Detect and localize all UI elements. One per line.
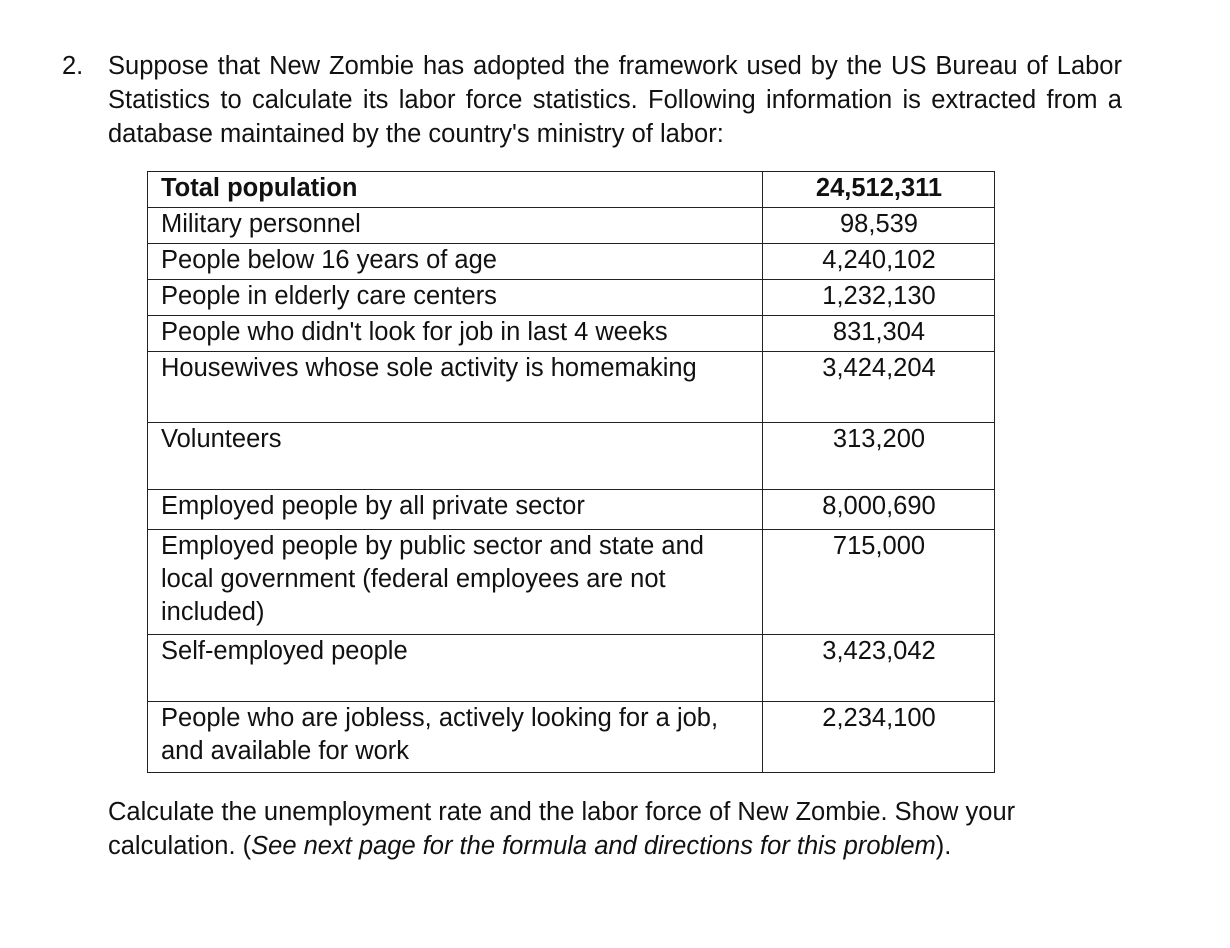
row-label: Volunteers: [148, 423, 763, 490]
table-row: [148, 208, 995, 244]
table-row: [148, 280, 995, 316]
table-row: [148, 244, 995, 280]
row-value: 98,539: [763, 208, 995, 244]
row-label: People below 16 years of age: [148, 244, 763, 280]
instructions-end: ).: [935, 832, 952, 860]
row-value: 313,200: [763, 423, 995, 490]
row-value: 715,000: [763, 530, 995, 635]
row-label: Total population: [148, 172, 763, 208]
instructions-note: See next page for the formula and directions for this problem: [251, 832, 936, 860]
instructions-paragraph: [108, 795, 1118, 863]
row-label: Employed people by public sector and state and local government (federal employees are not included): [148, 530, 763, 635]
table-row: [148, 352, 995, 423]
row-value: 4,240,102: [763, 244, 995, 280]
row-label: Housewives whose sole activity is homemaking: [148, 352, 763, 423]
row-label: Self-employed people: [148, 635, 763, 702]
row-value: 1,232,130: [763, 280, 995, 316]
instructions-text: Calculate the unemployment rate and the labor force of New Zombie. Show your calculation. (: [108, 798, 1016, 860]
question-number: 2.: [62, 52, 84, 80]
row-value: 3,423,042: [763, 635, 995, 702]
row-label: Military personnel: [148, 208, 763, 244]
row-label: People who didn't look for job in last 4 weeks: [148, 316, 763, 352]
table-row: [148, 172, 995, 208]
row-label: People in elderly care centers: [148, 280, 763, 316]
table-row: [148, 490, 995, 530]
row-value: 831,304: [763, 316, 995, 352]
row-value: 24,512,311: [763, 172, 995, 208]
row-value: 3,424,204: [763, 352, 995, 423]
row-value: 2,234,100: [763, 702, 995, 773]
row-label: People who are jobless, actively looking for a job, and available for work: [148, 702, 763, 773]
table-row: [148, 702, 995, 773]
table-row: [148, 635, 995, 702]
row-label: Employed people by all private sector: [148, 490, 763, 530]
table-row: [148, 423, 995, 490]
row-value: 8,000,690: [763, 490, 995, 530]
question-text: Suppose that New Zombie has adopted the framework used by the US Bureau of Labor Statistics to calculate its labor force statistics. Following information is extracted from a database maintained by the country's ministry of labor:: [108, 52, 1122, 148]
labor-statistics-table: [147, 171, 995, 773]
table-row: [148, 530, 995, 635]
table-row: [148, 316, 995, 352]
question: [62, 49, 1122, 151]
